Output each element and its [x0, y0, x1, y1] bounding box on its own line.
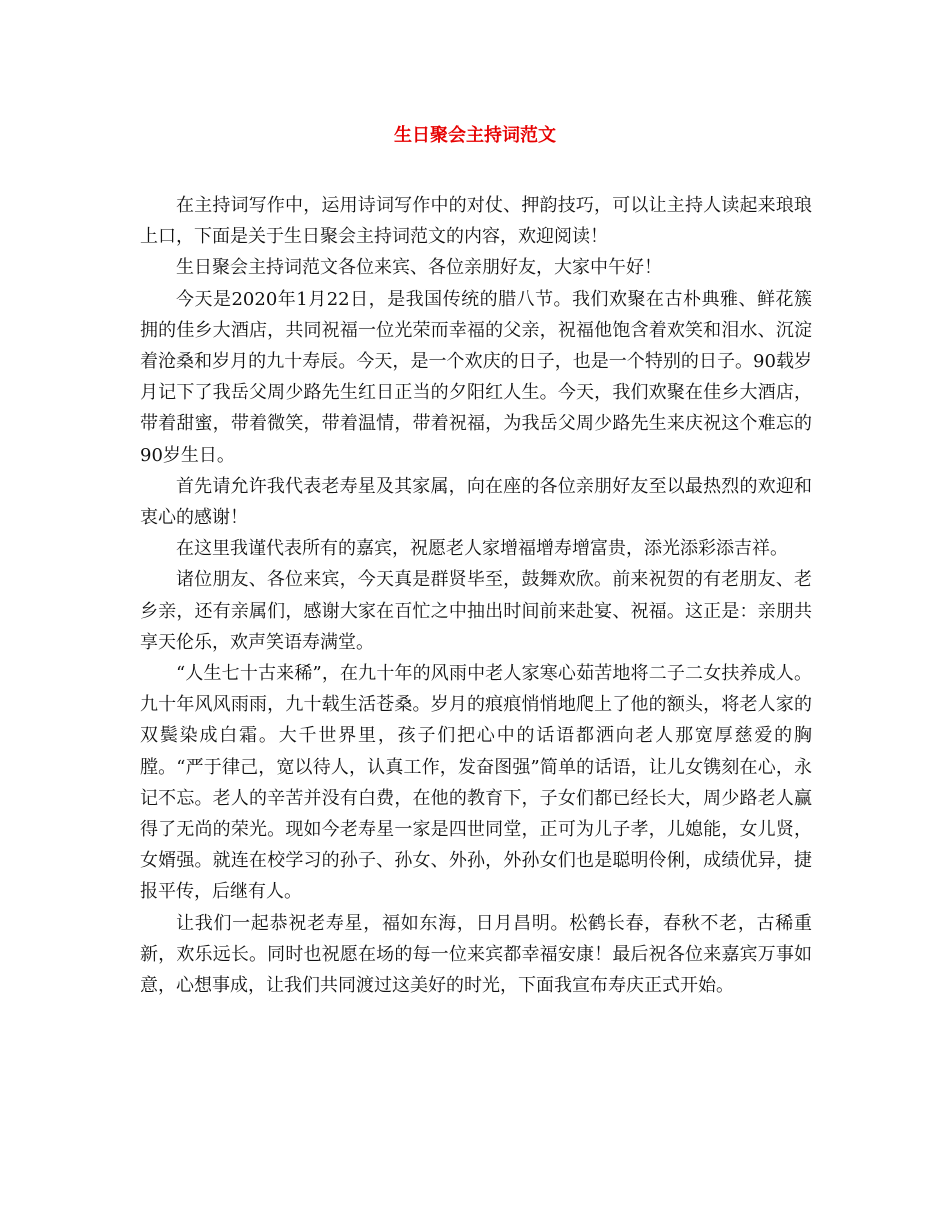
paragraph: 首先请允许我代表老寿星及其家属，向在座的各位亲朋好友至以最热烈的欢迎和衷心的感谢！ — [140, 475, 812, 529]
document-title: 生日聚会主持词范文 — [394, 125, 556, 146]
paragraph: 在主持词写作中，运用诗词写作中的对仗、押韵技巧，可以让主持人读起来琅琅上口，下面是关于生日聚会主持词范文的内容，欢迎阅读！ — [140, 195, 812, 248]
paragraph: 诸位朋友、各位来宾，今天真是群贤毕至，鼓舞欢欣。前来祝贺的有老朋友、老乡亲，还有亲属们，感谢大家在百忙之中抽出时间前来赴宴、祝福。这正是：亲朋共享天伦乐，欢声笑语寿满堂。 — [140, 569, 812, 653]
paragraph: 在这里我谨代表所有的嘉宾，祝愿老人家增福增寿增富贵，添光添彩添吉祥。 — [176, 538, 788, 560]
paragraph: 让我们一起恭祝老寿星，福如东海，日月昌明。松鹤长春，春秋不老，古稀重新，欢乐远长。同时也祝愿在场的每一位来宾都幸福安康！最后祝各位来嘉宾万事如意，心想事成，让我们共同渡过这美好的时光，下面我宣布寿庆正式开始。 — [140, 912, 812, 997]
paragraph: “人生七十古来稀”，在九十年的风雨中老人家寒心茹苦地将二子二女扶养成人。九十年风风雨雨，九十载生活苍桑。岁月的痕痕悄悄地爬上了他的额头，将老人家的双鬓染成白霜。大千世界里，孩子们把心中的话语都洒向老人那宽厚慈爱的胸膛。“严于律己，宽以待人，认真工作，发奋图强”简单的话语，让儿女镌刻在心，永记不忘。老人的辛苦并没有白费，在他的教育下，子女们都已经长大，周少路老人赢得了无尚的荣光。现如今老寿星一家是四世同堂，正可为儿子孝，儿媳能，女儿贤，女婿强。就连在校学习的孙子、孙女、外孙，外孙女们也是聪明伶俐，成绩优异，捷报平传，后继有人。 — [140, 663, 812, 903]
paragraph: 今天是2020年1月22日，是我国传统的腊八节。我们欢聚在古朴典雅、鲜花簇拥的佳乡大酒店，共同祝福一位光荣而幸福的父亲，祝福他饱含着欢笑和泪水、沉淀着沧桑和岁月的九十寿辰。今天，是一个欢庆的日子，也是一个特别的日子。90载岁月记下了我岳父周少路先生红日正当的夕阳红人生。今天，我们欢聚在佳乡大酒店，带着甜蜜，带着微笑，带着温情，带着祝福，为我岳父周少路先生来庆祝这个难忘的90岁生日。 — [140, 288, 812, 466]
document-body — [140, 190, 812, 1001]
paragraph: 生日聚会主持词范文各位来宾、各位亲朋好友，大家中午好！ — [176, 257, 662, 279]
